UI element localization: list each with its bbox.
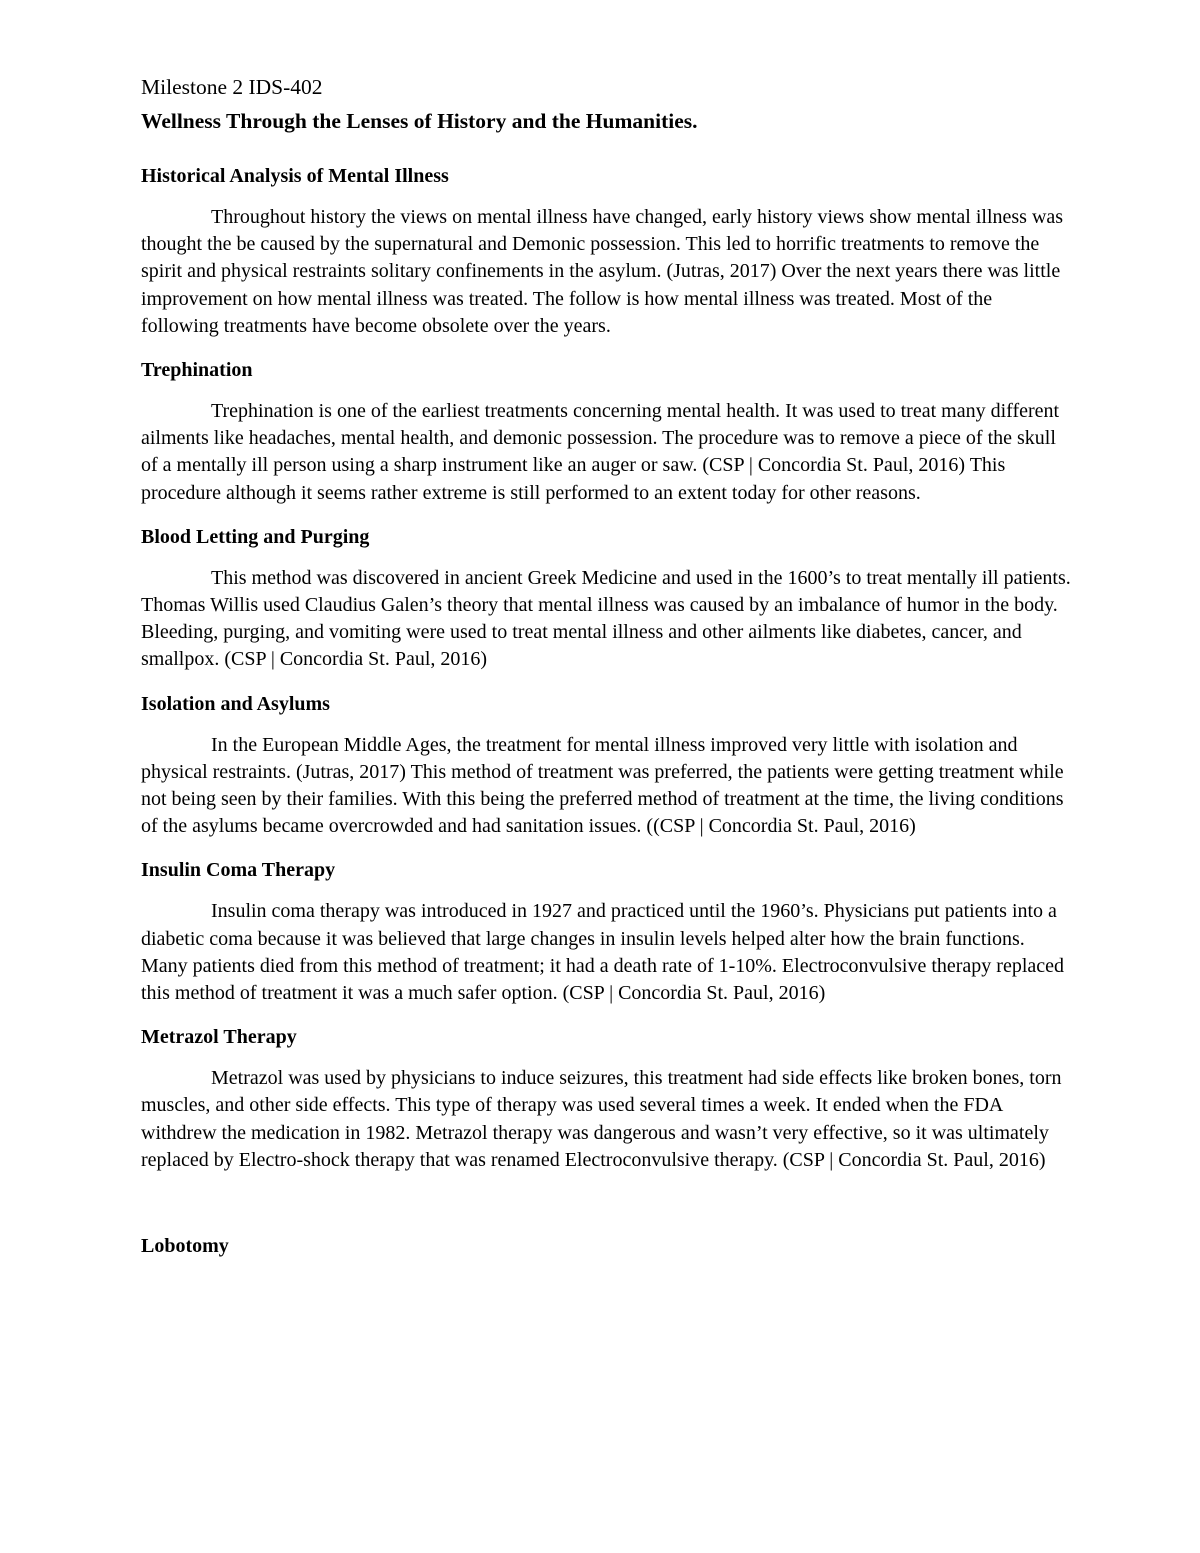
section-heading: Blood Letting and Purging [141,525,370,548]
section-lobotomy [141,1232,1071,1260]
section-metrazol [141,1023,1071,1174]
section-heading: Lobotomy [141,1235,229,1258]
section-paragraph: Insulin coma therapy was introduced in 1927 and practiced until the 1960’s. Physicians put patients into a diabetic coma because it was believed that large changes in insulin levels helped alter how the brain functions. Many patients died from this method of treatment; it had a death rate of 1-10%. Electroconvulsive therapy replaced this method of treatment it was a much safer option. (CSP | Concordia St. Paul, 2016) [141,900,1065,1005]
section-isolation-asylums [141,690,1071,841]
section-heading: Historical Analysis of Mental Illness [141,165,449,187]
section-blood-letting [141,523,1071,674]
section-paragraph: Metrazol was used by physicians to induce seizures, this treatment had side effects like broken bones, torn muscles, and other side effects. This type of therapy was used several times a week. It ended when the FDA withdrew the medication in 1982. Metrazol therapy was dangerous and wasn’t very effective, so it was ultimately replaced by Electro-shock therapy that was renamed Electroconvulsive therapy. (CSP | Concordia St. Paul, 2016) [141,1067,1062,1171]
section-paragraph: Throughout history the views on mental illness have changed, early history views show mental illness was thought the be caused by the supernatural and Demonic possession. This led to horrific treatments to remove the spirit and physical restraints solitary confinements in the asylum. (Jutras, 2017) Over the next years there was little improvement on how mental illness was treated. The follow is how mental illness was treated. Most of the following treatments have become obsolete over the years. [141,206,1064,337]
section-paragraph: Trephination is one of the earliest treatments concerning mental health. It was used to treat many different ailments like headaches, mental health, and demonic possession. The procedure was to remove a piece of the skull of a mentally ill person using a sharp instrument like an auger or saw. (CSP | Concordia St. Paul, 2016) This procedure although it seems rather extreme is still performed to an extent today for other reasons. [141,400,1060,504]
section-heading: Metrazol Therapy [141,1026,297,1049]
section-heading: Trephination [141,359,253,382]
document-page [141,72,1071,1260]
section-paragraph: This method was discovered in ancient Greek Medicine and used in the 1600’s to treat mentally ill patients. Thomas Willis used Claudius Galen’s theory that mental illness was caused by an imbalance of humor in the body. Bleeding, purging, and vomiting were used to treat mental illness and other ailments like diabetes, cancer, and smallpox. (CSP | Concordia St. Paul, 2016) [141,566,1071,671]
section-historical-analysis [141,162,1071,340]
document-title: Milestone 2 IDS-402 [141,75,323,99]
section-insulin-coma [141,856,1071,1007]
document-subtitle: Wellness Through the Lenses of History and the Humanities. [141,109,698,133]
section-heading: Insulin Coma Therapy [141,859,336,882]
section-trephination [141,356,1071,507]
section-heading: Isolation and Asylums [141,692,330,715]
section-paragraph: In the European Middle Ages, the treatment for mental illness improved very little with isolation and physical restraints. (Jutras, 2017) This method of treatment was preferred, the patients were getting treatment while not being seen by their families. With this being the preferred method of treatment at the time, the living conditions of the asylums became overcrowded and had sanitation issues. ((CSP | Concordia St. Paul, 2016) [141,733,1064,838]
